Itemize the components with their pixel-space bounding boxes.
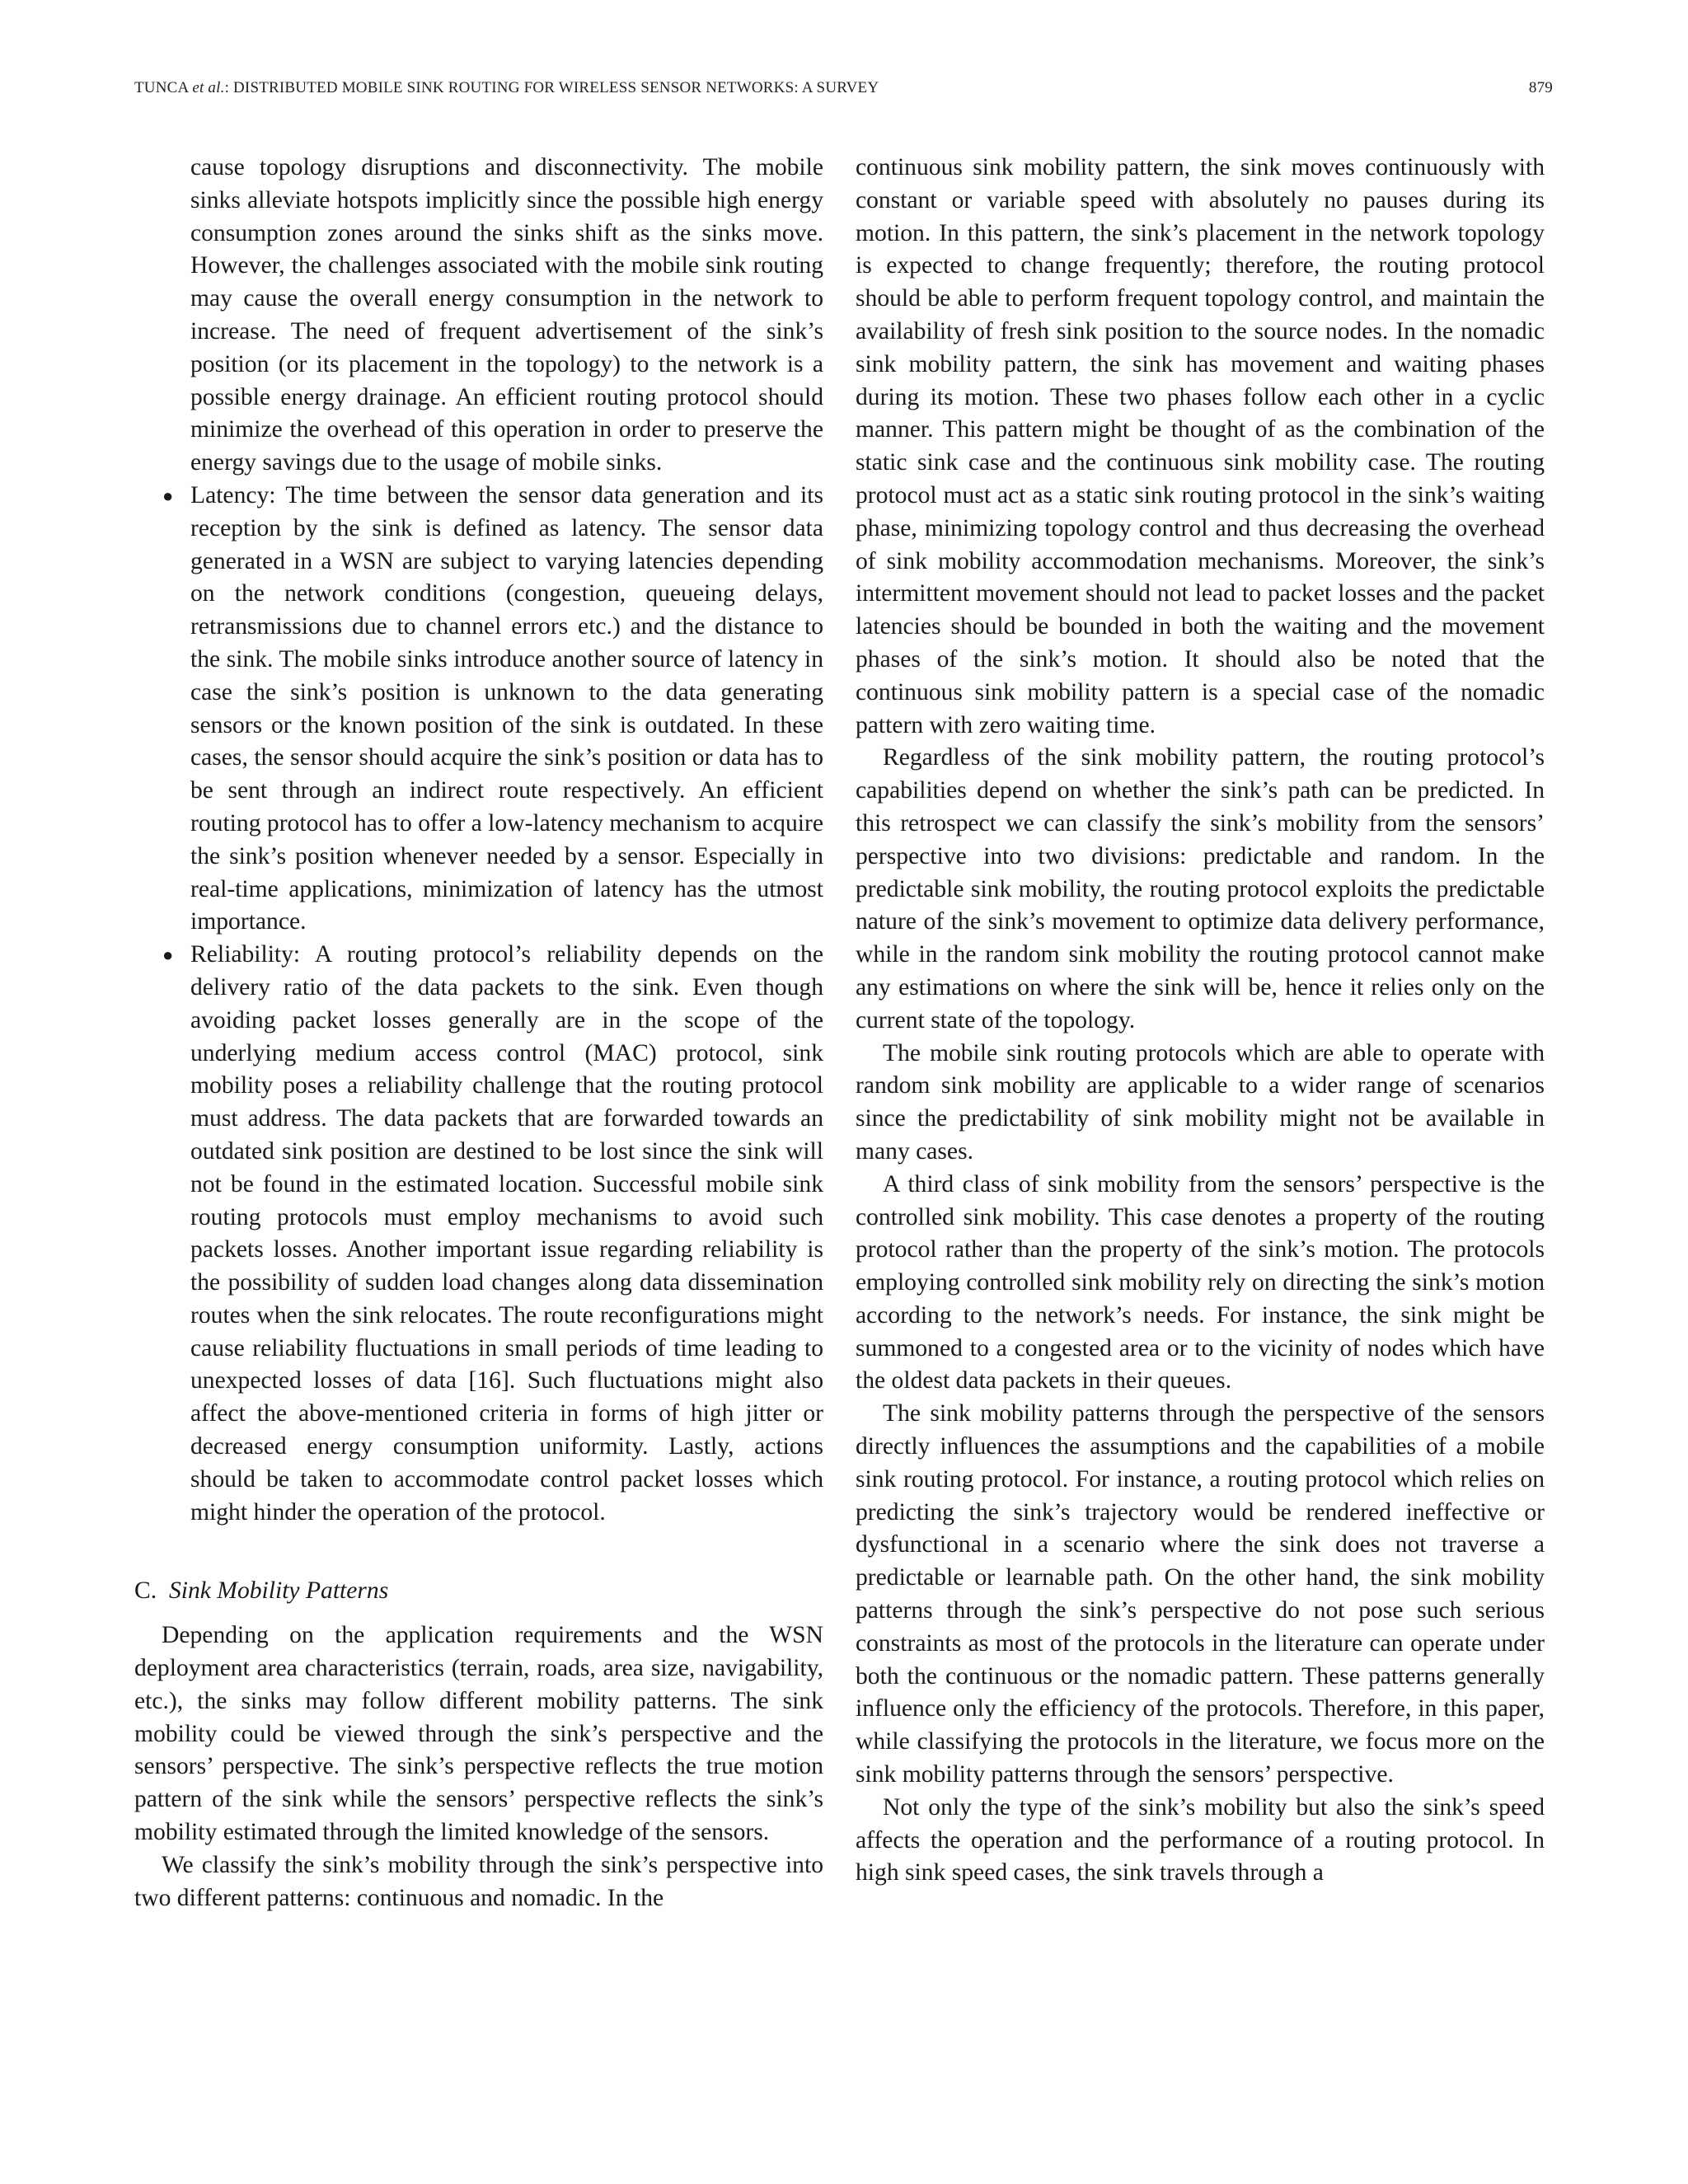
left-paragraph-2: We classify the sink’s mobility through the sink’s perspective into two different patterns: continuous and nomadic. In the — [134, 1851, 823, 1911]
running-header — [134, 79, 1553, 105]
right-paragraph-2: Regardless of the sink mobility pattern, the routing protocol’s capabilities depend on whether the sink’s path can be predicted. In this retrospect we can classify the sink’s mobility from the sensors’ perspective into two divisions: predictable and random. In the predictable sink mobility, the routing protocol exploits the predictable nature of the sink’s movement to optimize data delivery performance, while in the random sink mobility the routing protocol cannot make any estimations on where the sink will be, hence it relies only on the current state of the topology. — [856, 744, 1545, 1033]
criteria-list — [134, 152, 823, 1529]
header-title: : DISTRIBUTED MOBILE SINK ROUTING FOR WIRELESS SENSOR NETWORKS: A SURVEY — [224, 79, 879, 96]
right-paragraph-6: Not only the type of the sink’s mobility but also the sink’s speed affects the operation and the performance of a routing protocol. In high sink speed cases, the sink travels through a — [856, 1793, 1545, 1886]
energy-bullet-continuation — [134, 152, 823, 480]
latency-bullet — [134, 480, 823, 939]
left-paragraph-1: Depending on the application requirements and the WSN deployment area characteristics (terrain, roads, area size, navigability, etc.), the sinks may follow different mobility patterns. The sink mobility could be viewed through the sink’s perspective and the sensors’ perspective. The sink’s perspective reflects the true motion pattern of the sink while the sensors’ perspective reflects the sink’s mobility estimated through the limited knowledge of the sensors. — [134, 1622, 823, 1846]
bullet-dot-icon: ● — [162, 485, 174, 506]
page-number: 879 — [1528, 79, 1553, 96]
right-paragraph-3: The mobile sink routing protocols which are able to operate with random sink mobility are applicable to a wider range of scenarios since the predictability of sink mobility might not be available in many cases. — [856, 1039, 1545, 1165]
bullet-dot-icon: ● — [162, 944, 174, 966]
right-paragraph-1: continuous sink mobility pattern, the sink moves continuously with constant or variable speed with absolutely no pauses during its motion. In this pattern, the sink’s placement in the network topology is expected to change frequently; therefore, the routing protocol should be able to perform frequent topology control, and maintain the availability of fresh sink position to the source nodes. In the nomadic sink mobility pattern, the sink has movement and waiting phases during its motion. These two phases follow each other in a cyclic manner. This pattern might be thought of as the combination of the static sink case and the continuous sink mobility case. The routing protocol must act as a static sink routing protocol in the sink’s waiting phase, minimizing topology control and thus decreasing the overhead of sink mobility accommodation mechanisms. Moreover, the sink’s intermittent movement should not lead to packet losses and the packet latencies should be bounded in both the waiting and the movement phases of the sink’s motion. It should also be noted that the continuous sink mobility pattern is a special case of the nomadic pattern with zero waiting time. — [856, 154, 1545, 738]
section-heading — [134, 1575, 823, 1608]
reliability-bullet — [134, 939, 823, 1529]
header-authors: TUNCA — [134, 79, 189, 96]
running-title — [134, 79, 879, 97]
energy-text: cause topology disruptions and disconnectivity. The mobile sinks alleviate hotspots implicitly since the possible high energy consumption zones around the sinks shift as the sinks move. However, the challenges associated with the mobile sink routing may cause the overall energy consumption in the network to increase. The need of frequent advertisement of the sink’s position (or its placement in the topology) to the network is a possible energy drainage. An efficient routing protocol should minimize the overhead of this operation in order to preserve the energy savings due to the usage of mobile sinks. — [190, 154, 823, 476]
right-paragraph-5: The sink mobility patterns through the perspective of the sensors directly influences the assumptions and the capabilities of a mobile sink routing protocol. For instance, a routing protocol which relies on predicting the sink’s trajectory would be rendered ineffective or dysfunctional in a scenario where the sink does not traverse a predictable or learnable path. On the other hand, the sink mobility patterns through the sink’s perspective do not pose such serious constraints as most of the protocols in the literature can operate under both the continuous or the nomadic pattern. These patterns generally influence only the efficiency of the protocols. Therefore, in this paper, while classifying the protocols in the literature, we focus more on the sink mobility patterns through the sensors’ perspective. — [856, 1400, 1545, 1788]
section-title: Sink Mobility Patterns — [168, 1577, 389, 1605]
right-column — [856, 152, 1545, 1890]
latency-text: Latency: The time between the sensor data generation and its reception by the sink is defined as latency. The sensor data generated in a WSN are subject to varying latencies depending on the network conditions (congestion, queueing delays, retransmissions due to channel errors etc.) and the distance to the sink. The mobile sinks introduce another source of latency in case the sink’s position is unknown to the data generating sensors or the known position of the sink is outdated. In these cases, the sensor should acquire the sink’s position or data has to be sent through an indirect route respectively. An efficient routing protocol has to offer a low-latency mechanism to acquire the sink’s position whenever needed by a sensor. Especially in real-time applications, minimization of latency has the utmost importance. — [190, 481, 823, 935]
section-label: C. — [134, 1577, 157, 1605]
right-paragraph-4: A third class of sink mobility from the sensors’ perspective is the controlled sink mobility. This case denotes a property of the routing protocol rather than the property of the sink’s motion. The protocols employing controlled sink mobility rely on directing the sink’s motion according to the network’s needs. For instance, the sink might be summoned to a congested area or to the vicinity of nodes which have the oldest data packets in their queues. — [856, 1170, 1545, 1394]
header-et-al: et al. — [192, 79, 225, 96]
left-column — [134, 152, 823, 1915]
reliability-text: Reliability: A routing protocol’s reliability depends on the delivery ratio of the data packets to the sink. Even though avoiding packet losses generally are in the scope of the underlying medium access control (MAC) protocol, sink mobility poses a reliability challenge that the routing protocol must address. The data packets that are forwarded towards an outdated sink position are destined to be lost since the sink will not be found in the estimated location. Successful mobile sink routing protocols must employ mechanisms to avoid such packets losses. Another important issue regarding reliability is the possibility of sudden load changes along data dissemination routes when the sink relocates. The route reconfigurations might cause reliability fluctuations in small periods of time leading to unexpected losses of data [16]. Such fluctuations might also affect the above-mentioned criteria in forms of high jitter or decreased energy consumption uniformity. Lastly, actions should be taken to accommodate control packet losses which might hinder the operation of the protocol. — [190, 941, 823, 1526]
